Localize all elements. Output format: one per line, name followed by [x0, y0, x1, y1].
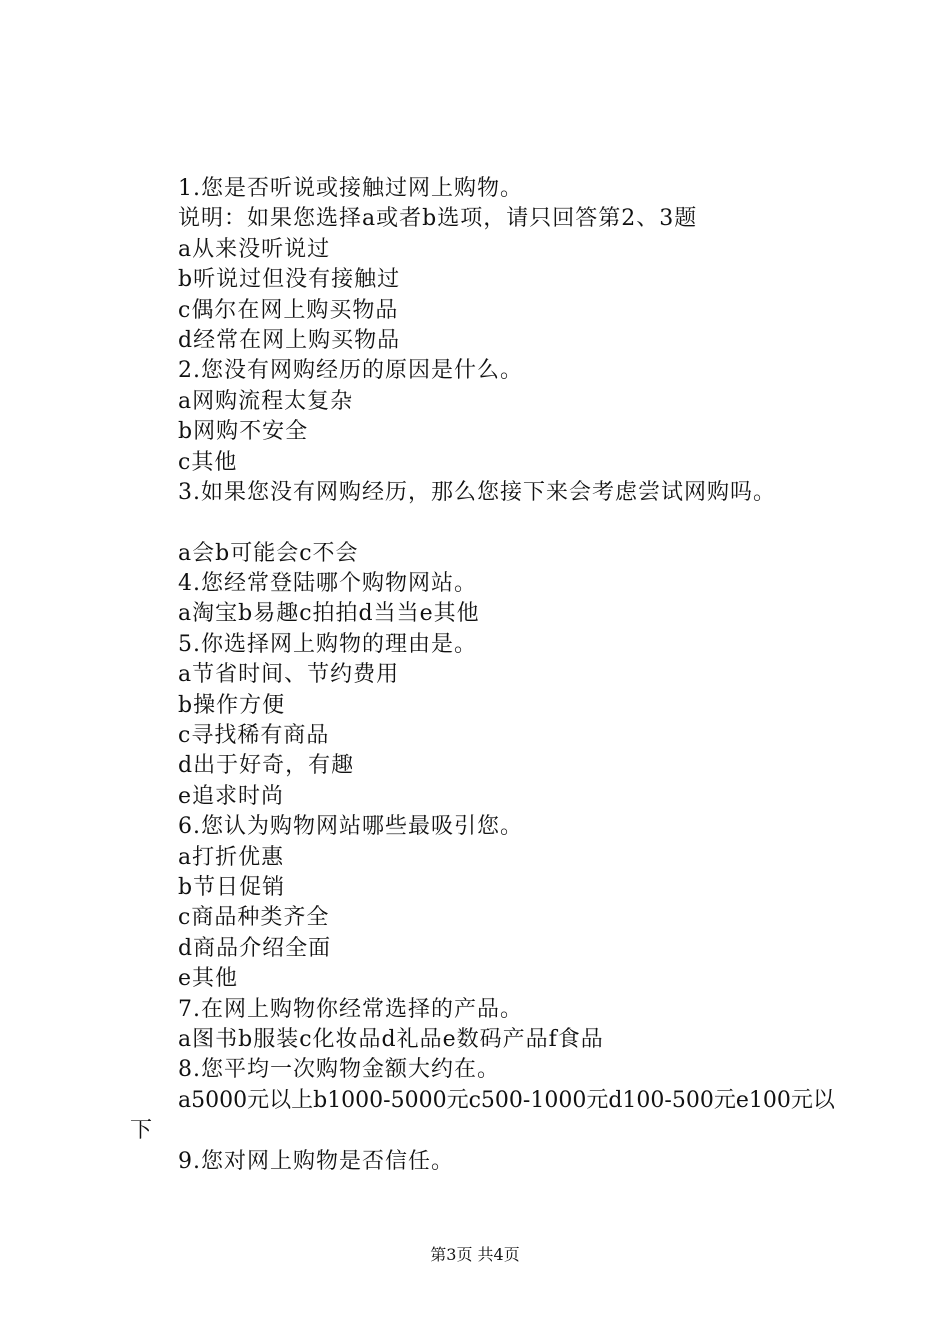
option-line: b节日促销 — [178, 874, 286, 900]
option-line: a淘宝b易趣c拍拍d当当e其他 — [178, 601, 480, 627]
blank-line — [130, 508, 850, 538]
option-line: a从来没听说过 — [178, 236, 331, 262]
question-4: 4.您经常登陆哪个购物网站。 — [178, 571, 477, 597]
question-8: 8.您平均一次购物金额大约在。 — [178, 1057, 500, 1083]
option-line: a节省时间、节约费用 — [178, 662, 400, 688]
document-body — [130, 174, 850, 1177]
question-1: 1.您是否听说或接触过网上购物。 — [178, 176, 523, 201]
option-line: e其他 — [178, 966, 239, 992]
question-6: 6.您认为购物网站哪些最吸引您。 — [178, 814, 523, 840]
option-line: d经常在网上购买物品 — [178, 327, 401, 353]
option-line: c其他 — [178, 449, 238, 475]
option-line: a网购流程太复杂 — [178, 388, 354, 414]
option-line: c偶尔在网上购买物品 — [178, 297, 399, 323]
option-line: c寻找稀有商品 — [178, 723, 330, 749]
option-line: b网购不安全 — [178, 419, 309, 445]
question-3: 3.如果您没有网购经历，那么您接下来会考虑尝试网购吗。 — [178, 479, 776, 505]
option-line-wrapped: a5000元以上b1000-5000元c500-1000元d100-500元e100元以下 — [130, 1087, 835, 1144]
option-line: b听说过但没有接触过 — [178, 267, 401, 293]
question-2: 2.您没有网购经历的原因是什么。 — [178, 358, 523, 384]
option-line: d商品介绍全面 — [178, 935, 332, 961]
instruction-note: 说明：如果您选择a或者b选项，请只回答第2、3题 — [178, 206, 698, 232]
option-line: e追求时尚 — [178, 783, 285, 809]
option-line: a会b可能会c不会 — [178, 540, 359, 566]
option-line: c商品种类齐全 — [178, 905, 330, 931]
option-line: b操作方便 — [178, 692, 286, 718]
question-5: 5.你选择网上购物的理由是。 — [178, 631, 477, 657]
question-7: 7.在网上购物你经常选择的产品。 — [178, 996, 523, 1022]
option-line: d出于好奇，有趣 — [178, 753, 355, 779]
option-line: a打折优惠 — [178, 844, 285, 870]
page-footer: 第3页 共4页 — [430, 1245, 520, 1264]
question-9: 9.您对网上购物是否信任。 — [178, 1148, 454, 1174]
option-line: a图书b服装c化妆品d礼品e数码产品f食品 — [178, 1026, 604, 1052]
